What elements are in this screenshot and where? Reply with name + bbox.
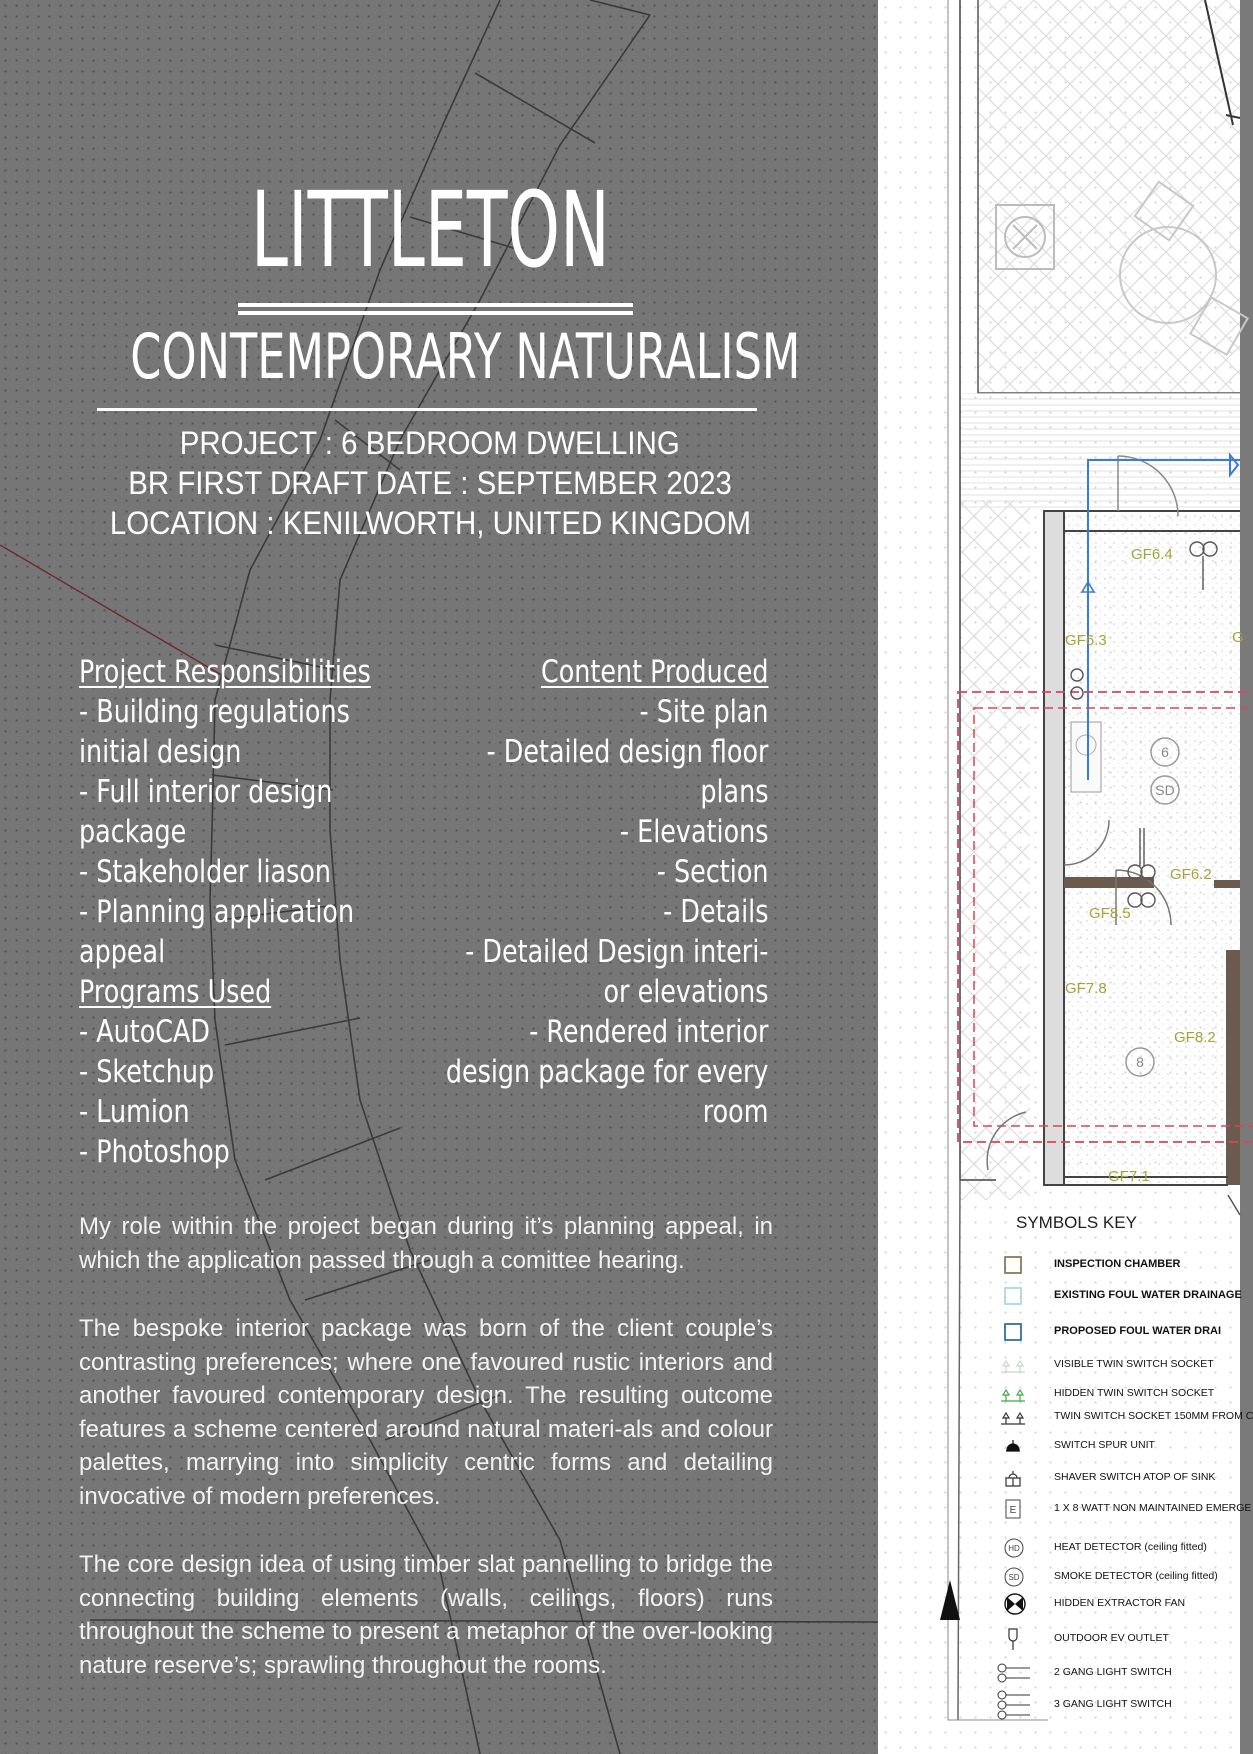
program-line: - Lumion — [79, 1094, 190, 1130]
key-item-twin-socket-150 — [878, 1405, 1253, 1431]
svg-text:E: E — [1009, 1505, 1017, 1516]
key-item-smoke-detector — [878, 1565, 1240, 1591]
key-label: 1 X 8 WATT NON MAINTAINED EMERGE — [1054, 1502, 1252, 1514]
key-label: EXISTING FOUL WATER DRAINAGE — [1054, 1289, 1242, 1301]
responsibility-line: package — [79, 814, 187, 850]
key-item-two-gang-switch — [878, 1661, 1240, 1687]
responsibility-line: - Building regulations — [79, 694, 350, 730]
key-label: PROPOSED FOUL WATER DRAI — [1054, 1325, 1222, 1337]
room-tag: G — [1232, 629, 1244, 646]
content-line: plans — [699, 774, 768, 810]
square-blue-icon — [1004, 1323, 1022, 1341]
key-item-heat-detector — [878, 1536, 1240, 1562]
key-label: HEAT DETECTOR (ceiling fitted) — [1054, 1541, 1207, 1553]
responsibility-line: initial design — [79, 734, 242, 770]
svg-text:SD: SD — [1008, 1573, 1020, 1582]
marker-label: 6 — [1161, 744, 1169, 760]
content-line: design package for every — [445, 1054, 768, 1090]
role-paragraph: My role within the project began during it’s planning appeal, in which the application passed through a comittee hearing. — [79, 1213, 773, 1274]
key-label: OUTDOOR EV OUTLET — [1054, 1632, 1169, 1644]
responsibility-line: - Full interior design — [79, 774, 333, 810]
key-item-visible-twin-socket — [878, 1353, 1240, 1379]
room-tag: GF6.4 — [1131, 546, 1173, 563]
switch-spur-icon — [1004, 1437, 1022, 1455]
emergency-light-icon — [1004, 1500, 1022, 1518]
room-tag: GF7.8 — [1065, 980, 1107, 997]
project-title: LITTLETON — [250, 169, 610, 291]
key-label: SWITCH SPUR UNIT — [1054, 1439, 1155, 1451]
responsibilities-heading: Project Responsibilities — [79, 654, 371, 690]
key-label: VISIBLE TWIN SWITCH SOCKET — [1054, 1358, 1214, 1370]
program-line: - Sketchup — [79, 1054, 215, 1090]
content-line: - Details — [662, 894, 768, 930]
room-tag: GF6.3 — [1065, 632, 1107, 649]
square-brown-icon — [1004, 1256, 1022, 1274]
key-item-ev-outlet — [878, 1627, 1240, 1653]
content-line: room — [702, 1094, 768, 1130]
key-item-inspection-chamber — [878, 1253, 1240, 1279]
title-rule-top — [238, 303, 633, 307]
extractor-fan-icon — [1004, 1593, 1026, 1615]
title-rule-bottom — [238, 311, 633, 315]
key-label: TWIN SWITCH SOCKET 150MM FROM C — [1054, 1410, 1253, 1422]
symbols-key-title: SYMBOLS KEY — [1016, 1213, 1137, 1232]
square-lightblue-icon — [1004, 1287, 1022, 1305]
content-line: - Site plan — [638, 694, 768, 730]
room-tag: GF7.1 — [1108, 1168, 1150, 1185]
program-line: - Photoshop — [79, 1134, 230, 1170]
program-line: - AutoCAD — [79, 1014, 210, 1050]
smoke-detector-icon — [1004, 1567, 1024, 1587]
heat-detector-icon — [1004, 1538, 1024, 1558]
two-gang-switch-icon — [996, 1662, 1032, 1684]
twin-socket-light-icon — [999, 1356, 1027, 1374]
design-idea-paragraph: The core design idea of using timber slat pannelling to bridge the connecting building elements (walls, ceilings, floors) runs throughout the scheme to present a metaphor of the over-looking nature reserve’s; sprawling throughout the rooms. — [79, 1551, 773, 1679]
project-subtitle: CONTEMPORARY NATURALISM — [130, 320, 801, 393]
marker-label: 8 — [1136, 1054, 1144, 1070]
project-line: PROJECT : 6 BEDROOM DWELLING — [179, 425, 681, 461]
room-tag: GF8.5 — [1089, 905, 1131, 922]
key-label: SMOKE DETECTOR (ceiling fitted) — [1054, 1570, 1218, 1582]
key-item-proposed-foul-water — [878, 1320, 1240, 1346]
room-tag: GF6.2 — [1170, 866, 1212, 883]
content-line: or elevations — [603, 974, 768, 1010]
interior-package-paragraph: The bespoke interior package was born of the client couple’s contrasting preferences; where one favoured rustic interiors and another favoured contemporary design. The resulting outcome features a scheme centered around natural materi-als and colour palettes, marrying into simplicity centric forms and detailing invocative of modern preferences. — [79, 1315, 773, 1510]
programs-heading: Programs Used — [79, 974, 272, 1010]
responsibility-line: - Stakeholder liason — [79, 854, 332, 890]
room-tag: GF8.2 — [1174, 1029, 1216, 1046]
shaver-switch-icon — [1004, 1469, 1022, 1487]
key-item-switch-spur — [878, 1434, 1240, 1460]
floor-plan-panel — [878, 0, 1253, 1754]
key-item-shaver-switch — [878, 1466, 1240, 1492]
responsibility-line: appeal — [79, 934, 166, 970]
draft-date-line: BR FIRST DRAFT DATE : SEPTEMBER 2023 — [128, 465, 732, 501]
key-label: HIDDEN TWIN SWITCH SOCKET — [1054, 1387, 1215, 1399]
ev-outlet-icon — [1004, 1627, 1022, 1651]
svg-text:HD: HD — [1008, 1544, 1020, 1553]
content-produced-column — [375, 652, 768, 1132]
key-label: INSPECTION CHAMBER — [1054, 1258, 1181, 1270]
key-item-extractor-fan — [878, 1592, 1240, 1618]
key-item-three-gang-switch — [878, 1693, 1240, 1719]
content-line: - Rendered interior — [528, 1014, 768, 1050]
key-label: 3 GANG LIGHT SWITCH — [1054, 1698, 1172, 1710]
subtitle-rule — [97, 408, 757, 411]
content-line: - Detailed Design interi- — [464, 934, 768, 970]
key-label: SHAVER SWITCH ATOP OF SINK — [1054, 1471, 1216, 1483]
key-item-emergency-light — [878, 1497, 1252, 1523]
key-item-existing-foul-water — [878, 1284, 1240, 1310]
key-label: 2 GANG LIGHT SWITCH — [1054, 1666, 1172, 1678]
content-line: - Elevations — [619, 814, 768, 850]
twin-socket-icon — [999, 1408, 1027, 1426]
content-line: - Section — [656, 854, 768, 890]
content-line: - Detailed design floor — [486, 734, 768, 770]
location-line: LOCATION : KENILWORTH, UNITED KINGDOM — [109, 505, 751, 541]
responsibility-line: - Planning application — [79, 894, 355, 930]
three-gang-switch-icon — [996, 1690, 1032, 1720]
content-produced-heading: Content Produced — [540, 654, 768, 690]
twin-socket-green-icon — [999, 1385, 1027, 1403]
key-label: HIDDEN EXTRACTOR FAN — [1054, 1597, 1186, 1609]
marker-label: SD — [1155, 782, 1175, 798]
